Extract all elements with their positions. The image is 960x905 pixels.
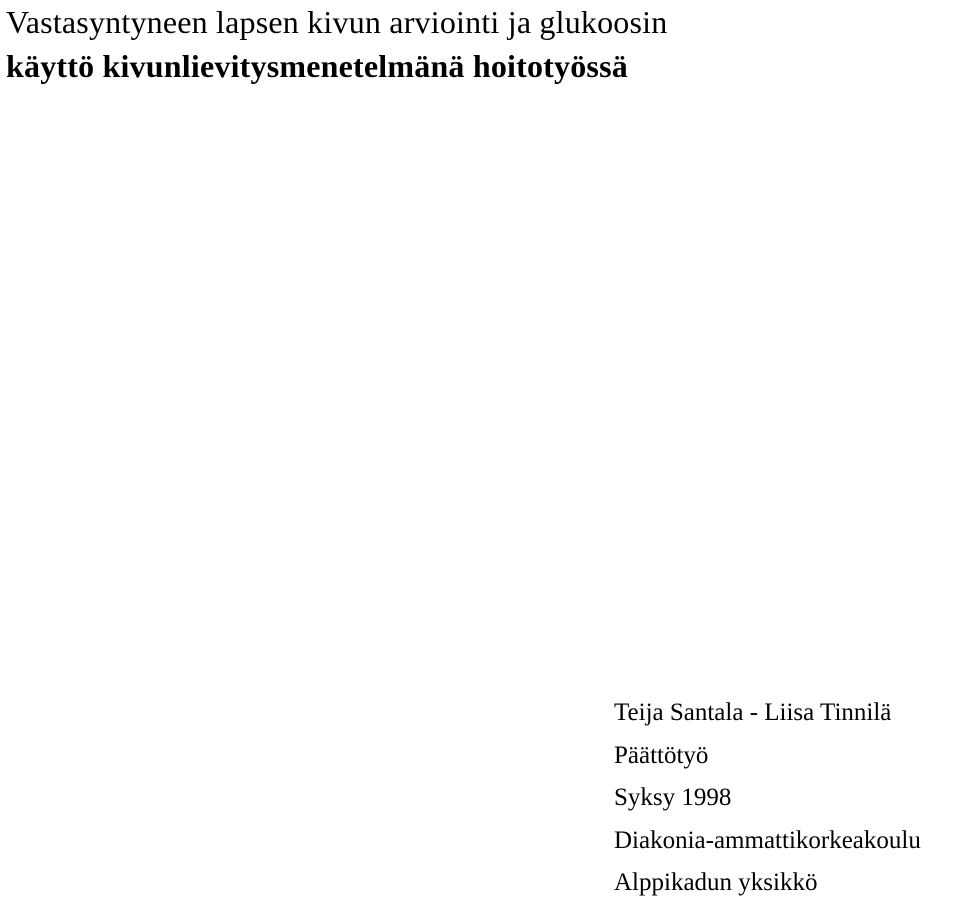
term: Syksy 1998 <box>614 784 732 811</box>
authors: Teija Santala - Liisa Tinnilä <box>614 699 892 726</box>
title-line-2: käyttö kivunlievitysmenetelmänä hoitotyössä <box>6 48 628 84</box>
document-title <box>6 0 956 88</box>
title-line-1: Vastasyntyneen lapsen kivun arviointi ja glukoosin <box>6 4 668 40</box>
work-type: Päättötyö <box>614 741 709 769</box>
institution: Diakonia-ammattikorkeakoulu <box>614 826 921 854</box>
unit: Alppikadun yksikkö <box>614 869 818 896</box>
author-info <box>614 692 960 905</box>
